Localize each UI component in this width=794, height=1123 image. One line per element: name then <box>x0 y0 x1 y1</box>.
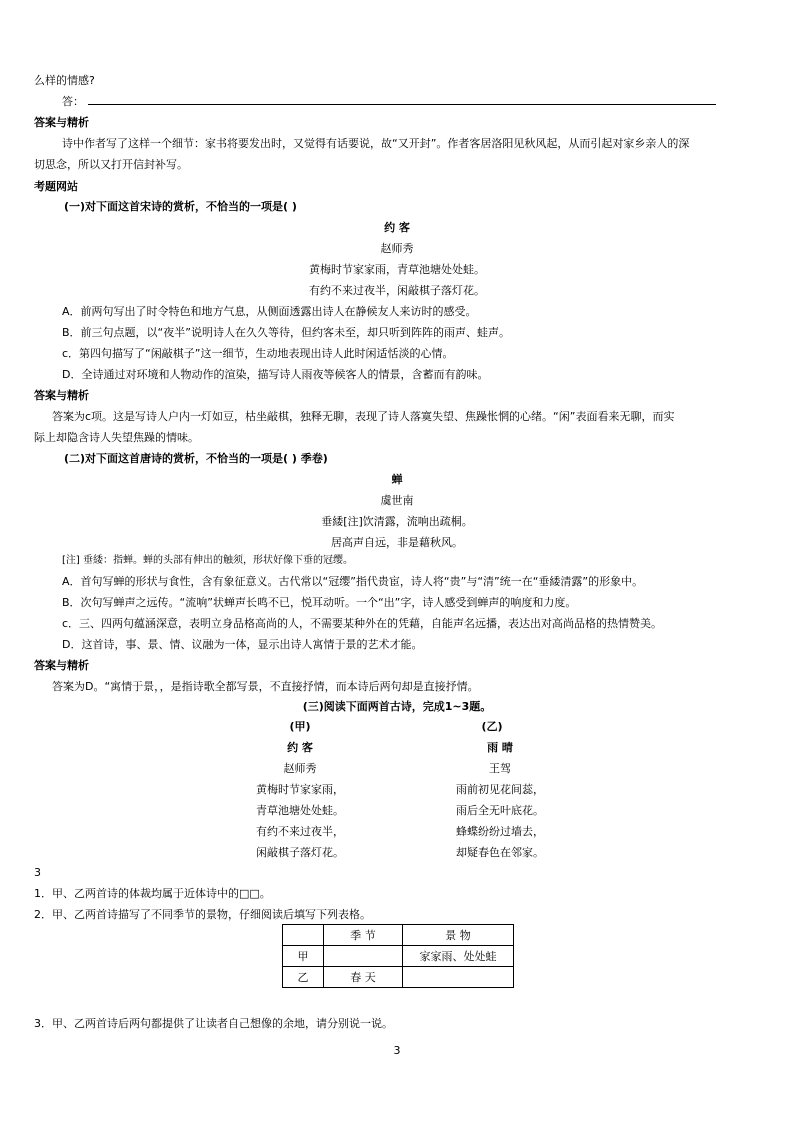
table-cell: 乙 <box>283 967 324 988</box>
option-d: D．这首诗，事、景、情、议融为一体，显示出诗人寓情于景的艺术才能。 <box>62 638 423 651</box>
table-cell: 春 天 <box>324 967 403 988</box>
poem-author: 赵师秀 <box>380 242 414 255</box>
option-b: B．次句写蝉声之远传。“流响”状蝉声长鸣不已，悦耳动听。一个“出”字，诗人感受到蝉声的响度和力度。 <box>62 596 577 609</box>
poem-label-yi: (乙) <box>481 720 503 733</box>
poem-author: 王驾 <box>489 762 511 775</box>
question-title: (二)对下面这首唐诗的赏析，不恰当的一项是( ) 季卷) <box>64 452 328 465</box>
poem-line: 有约不来过夜半， <box>256 825 344 838</box>
question-2: 2．甲、乙两首诗描写了不同季节的景物，仔细阅读后填写下列表格。 <box>34 908 371 921</box>
paragraph: 诗中作者写了这样一个细节：家书将要发出时，又觉得有话要说，故“又开封”。作者客居洛阳见秋风起，从而引起对家乡亲人的深 <box>62 137 690 150</box>
poem-line: 垂緌[注]饮清露，流响出疏桐。 <box>321 515 473 528</box>
table-cell <box>283 925 324 946</box>
answer-blank-line <box>88 104 716 105</box>
question-title: (一)对下面这首宋诗的赏析，不恰当的一项是( ) <box>64 200 297 213</box>
poem-title: 约 客 <box>287 741 313 754</box>
paragraph: 际上却隐含诗人失望焦躁的情味。 <box>34 431 199 444</box>
table-cell: 季 节 <box>324 925 403 946</box>
paragraph: 答案为D。“寓情于景，，是指诗歌全都写景，不直接抒情，而本诗后两句却是直接抒情。 <box>52 680 479 693</box>
section-heading: 答案与精析 <box>34 389 89 402</box>
text-line: 么样的情感? <box>34 74 95 87</box>
paragraph: 答案为c项。这是写诗人户内一灯如豆，枯坐敲棋，独释无聊，表现了诗人落寞失望、焦躁怅惘的心绪。“闲”表面看来无聊，而实 <box>52 410 675 423</box>
option-a: A．前两句写出了时令特色和地方气息，从侧面透露出诗人在静候友人来访时的感受。 <box>62 305 477 318</box>
table-row <box>283 946 514 967</box>
section-heading: 考题网站 <box>34 180 78 193</box>
poem-line: 居高声自远，非是藉秋风。 <box>331 536 463 549</box>
table-cell: 家家雨、处处蛙 <box>403 946 514 967</box>
poem-line: 闲敲棋子落灯花。 <box>256 846 344 859</box>
paragraph: 切思念，所以又打开信封补写。 <box>34 158 188 171</box>
poem-line: 有约不来过夜半，闲敲棋子落灯花。 <box>309 284 485 297</box>
season-scene-table <box>282 924 514 988</box>
poem-title: 蝉 <box>391 473 403 486</box>
page-number: 3 <box>393 1044 401 1057</box>
poem-line: 黄梅时节家家雨，青草池塘处处蛙。 <box>309 263 485 276</box>
poem-line: 却疑春色在邻家。 <box>456 846 544 859</box>
poem-line: 雨前初见花间蕊， <box>456 783 544 796</box>
option-b: B．前三句点题，以“夜半”说明诗人在久久等待，但约客未至，却只听到阵阵的雨声、蛙声。 <box>62 326 510 339</box>
option-c: c．第四句描写了“闲敲棋子”这一细节，生动地表现出诗人此时闲适恬淡的心情。 <box>62 347 454 360</box>
table-header-row <box>283 925 514 946</box>
poem-line: 蜂蝶纷纷过墙去， <box>456 825 544 838</box>
table-cell <box>324 946 403 967</box>
poem-line: 雨后全无叶底花。 <box>456 804 544 817</box>
poem-title: 雨 晴 <box>487 741 513 754</box>
question-title: (三)阅读下面两首古诗，完成1~3题。 <box>302 700 492 713</box>
poem-author: 虞世南 <box>380 494 414 507</box>
table-row <box>283 967 514 988</box>
table-cell: 甲 <box>283 946 324 967</box>
table-cell: 景 物 <box>403 925 514 946</box>
stray-number: 3 <box>34 866 41 879</box>
poem-label-jia: (甲) <box>289 720 311 733</box>
note: [注] 垂緌：指蝉。蝉的头部有伸出的触须，形状好像下垂的冠缨。 <box>62 555 353 566</box>
option-d: D．全诗通过对环境和人物动作的渲染，描写诗人雨夜等候客人的情景，含蓄而有韵味。 <box>62 368 489 381</box>
poem-line: 青草池塘处处蛙。 <box>256 804 344 817</box>
question-1: 1．甲、乙两首诗的体裁均属于近体诗中的□□。 <box>34 887 271 900</box>
section-heading: 答案与精析 <box>34 659 89 672</box>
poem-author: 赵师秀 <box>283 762 317 775</box>
section-heading: 答案与精析 <box>34 116 89 129</box>
answer-label: 答： <box>62 95 84 108</box>
option-c: c．三、四两句蕴涵深意，表明立身品格高尚的人，不需要某种外在的凭藉，自能声名远播，表达出对高尚品格的热情赞美。 <box>62 617 663 630</box>
table-cell <box>403 967 514 988</box>
question-3: 3．甲、乙两首诗后两句都提供了让读者自己想像的余地，请分别说一说。 <box>34 1017 393 1030</box>
poem-line: 黄梅时节家家雨， <box>256 783 344 796</box>
option-a: A．首句写蝉的形状与食性，含有象征意义。古代常以“冠缨”指代贵宦，诗人将“贵”与“清”统一在“垂緌清露”的形象中。 <box>62 575 644 588</box>
poem-title: 约 客 <box>384 221 410 234</box>
